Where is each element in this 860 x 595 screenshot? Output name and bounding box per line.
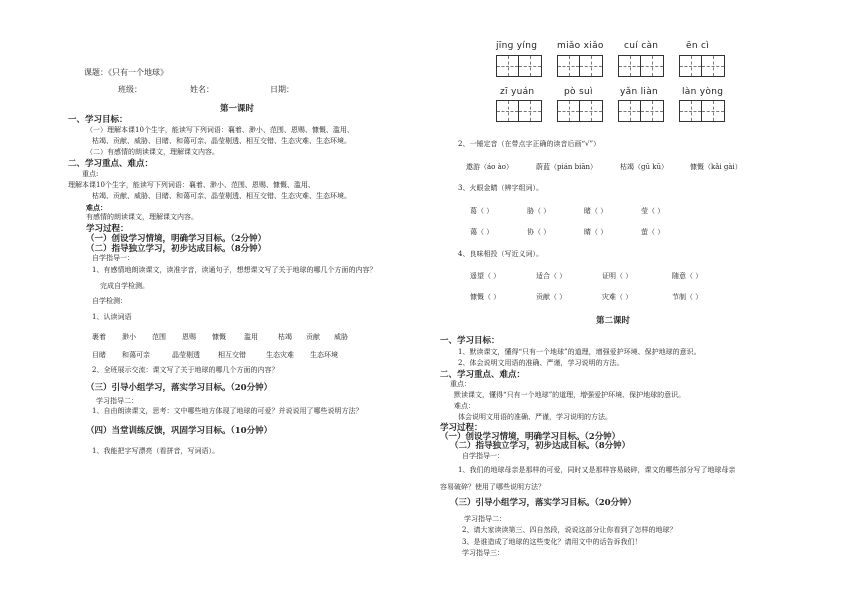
word-item: 慷慨 [212,333,226,341]
word-item: 滥用 [244,333,258,341]
focus-line: 理解本课10个生字，能读写下列词语：襄着、渺小、范围、恩赐、慷慨、滥用、 [68,181,315,189]
fill-blank[interactable]: 证明（ ） [602,272,633,280]
process-heading: 学习过程： [440,423,483,433]
section-heading: 一、学习目标： [440,336,500,346]
difficulty-line: 体会说明文用语的准确、严谨，学习说明的方法。 [458,413,612,421]
writing-grid[interactable] [618,100,664,122]
word-item: 威胁 [334,333,348,341]
fill-blank[interactable]: 遥望（ ） [470,272,501,280]
step-heading: （一）创设学习情境，明确学习目标。（2分钟） [86,234,267,244]
fill-blank[interactable]: 睹（ ） [584,207,608,215]
focus-line: 枯竭、贡献、威胁、目睹、和蔼可亲、晶莹剔透、相互交错、生态灾难、生态环境。 [92,192,351,200]
writing-grid[interactable] [679,55,725,77]
question-line: 3、是谁造成了地球的这些变化？请用文中的话告诉我们！ [462,538,642,546]
step-heading: （三）引导小组学习，落实学习目标。（20分钟） [86,383,273,393]
lesson1-title: 第一课时 [220,104,255,114]
section-heading: 二、学习重点、难点： [440,370,526,380]
goal-line: 1、默读课文，懂得“只有一个地球”的道理，增强爱护环境、保护地球的意识。 [458,348,701,356]
goal-line: 2、体会说明文用语的准确、严谨，学习说明的方法。 [458,359,624,367]
pinyin-label: jīng yíng [496,41,538,51]
question-line: 1、自由朗读课文，思考：文中哪些地方体现了地球的可爱？并说说用了哪些说明方法？ [92,407,363,415]
step-heading: （一）创设学习情境，明确学习目标。（2分钟） [440,432,621,442]
fill-blank[interactable]: 胁（ ） [527,207,551,215]
date-label: 日期： [270,85,294,94]
pinyin-label: zī yuán [500,87,535,97]
fill-blank[interactable]: 蔼（ ） [470,228,494,236]
pinyin-label: yǎn liàn [620,87,659,97]
word-item: 贡献 [306,333,320,341]
guide-label: 学习指导二： [464,515,506,523]
pinyin-label: làn yòng [682,87,724,97]
pronunciation-item[interactable]: 遨游（áo ào） [466,163,514,171]
question-title: 2、一锤定音（在带点字正确的读音后画“√”） [458,140,601,148]
fill-blank[interactable]: 节制（ ） [672,293,703,301]
pronunciation-item[interactable]: 蔚蓝（pián biān） [536,163,598,171]
focus-label: 重点: [82,170,99,178]
pinyin-label: cuí càn [624,41,659,51]
writing-grid[interactable] [679,100,725,122]
word-item: 恩赐 [182,333,196,341]
writing-grid[interactable] [618,55,664,77]
word-item: 生态环境 [310,351,338,359]
step-heading: （二）指导独立学习，初步达成目标。（8分钟） [86,244,267,254]
question-line: 2、请大家读读第三、四自然段，说说这部分让你看到了怎样的地球？ [462,526,677,534]
guide-label: 自学指导一： [92,254,134,262]
difficulty-label: 难点： [86,203,107,212]
goal-line: 枯竭、贡献、威胁、目睹、和蔼可亲、晶莹剔透、相互交错、生态灾难、生态环境。 [92,137,351,145]
writing-grid[interactable] [496,55,542,77]
question-line: 1、我们的地球母亲是那样的可爱，同时又是那样容易破碎，课文的哪些部分写了地球母亲 [458,466,736,474]
writing-grid[interactable] [496,100,542,122]
fill-blank[interactable]: 萤（ ） [641,228,665,236]
question-line: 1、我能把字写漂亮（看拼音，写词语）。 [92,447,219,455]
pronunciation-item[interactable]: 慷慨（kǎi gài） [690,163,742,171]
writing-grid[interactable] [557,100,603,122]
section-heading: 一、学习目标： [68,115,128,125]
word-item: 目睹 [92,351,106,359]
fill-blank[interactable]: 睛（ ） [584,228,608,236]
pronunciation-item[interactable]: 枯竭（gū kū） [620,163,668,171]
fill-blank[interactable]: 慷慨（ ） [470,293,501,301]
fill-blank[interactable]: 协（ ） [527,228,551,236]
topic-line: 课题：《只有一个地球》 [84,68,168,77]
pinyin-label: ēn cì [686,41,710,51]
step-heading: （三）引导小组学习，落实学习目标。（20分钟） [450,498,637,508]
fill-blank[interactable]: 随意（ ） [672,272,703,280]
word-item: 相互交错 [218,351,246,359]
fill-blank[interactable]: 贡献（ ） [536,293,567,301]
writing-grid[interactable] [557,55,603,77]
fill-blank[interactable]: 灾难（ ） [602,293,633,301]
focus-line: 默读课文，懂得“只有一个地球”的道理，增强爱护环境、保护地球的意识。 [454,391,686,399]
step-heading: （四）当堂训练反馈，巩固学习目标。（10分钟） [86,426,273,436]
process-heading: 学习过程： [86,224,129,234]
read-words-label: 1、认读词语 [92,313,132,321]
step-heading: （二）指导独立学习，初步达成目标。（8分钟） [450,441,631,451]
word-item: 渺小 [122,333,136,341]
name-label: 姓名： [190,85,214,94]
word-item: 生态灾难 [266,351,294,359]
difficulty-label: 难点： [454,402,475,410]
fill-blank[interactable]: 葛（ ） [470,207,494,215]
question-line: 2、全班展示交流：课文写了关于地球的哪几个方面的内容？ [92,366,279,374]
class-label: 班级： [118,85,142,94]
guide-label: 自学指导一： [462,452,504,460]
question-title: 3、火眼金睛（辨字组词）。 [458,184,543,192]
question-line: 容易破碎？使用了哪些说明方法？ [440,483,545,491]
question-line: 完成自学检测。 [100,282,149,290]
goal-line: （一）理解本课10个生字，能读写下列词语：襄着、渺小、范围、恩赐、慷慨、滥用、 [86,126,354,134]
pinyin-label: pò suì [564,87,593,97]
goal-line: （二）有感情的朗读课文，理解课文内容。 [86,148,219,156]
word-item: 裹着 [92,333,106,341]
fill-blank[interactable]: 适合（ ） [536,272,567,280]
section-heading: 二、学习重点、难点： [68,159,154,169]
guide-label: 学习指导二： [96,397,138,405]
lesson2-title: 第二课时 [596,316,631,326]
focus-label: 重点： [450,380,471,388]
word-item: 和蔼可亲 [122,351,150,359]
difficulty-line: 有感情的朗读课文，理解课文内容。 [86,213,198,221]
word-item: 范围 [152,333,166,341]
word-item: 枯竭 [278,333,292,341]
guide-label: 学习指导三： [462,549,504,557]
word-item: 晶莹剔透 [172,351,200,359]
check-label: 自学检测： [92,297,127,305]
question-title: 4、良味相投（写近义词）。 [458,250,543,258]
pinyin-label: miǎo xiǎo [557,41,604,51]
question-line: 1、有感情地朗读课文，读准字音，读通句子，想想课文写了关于地球的哪几个方面的内容？ [92,266,377,274]
fill-blank[interactable]: 莹（ ） [641,207,665,215]
